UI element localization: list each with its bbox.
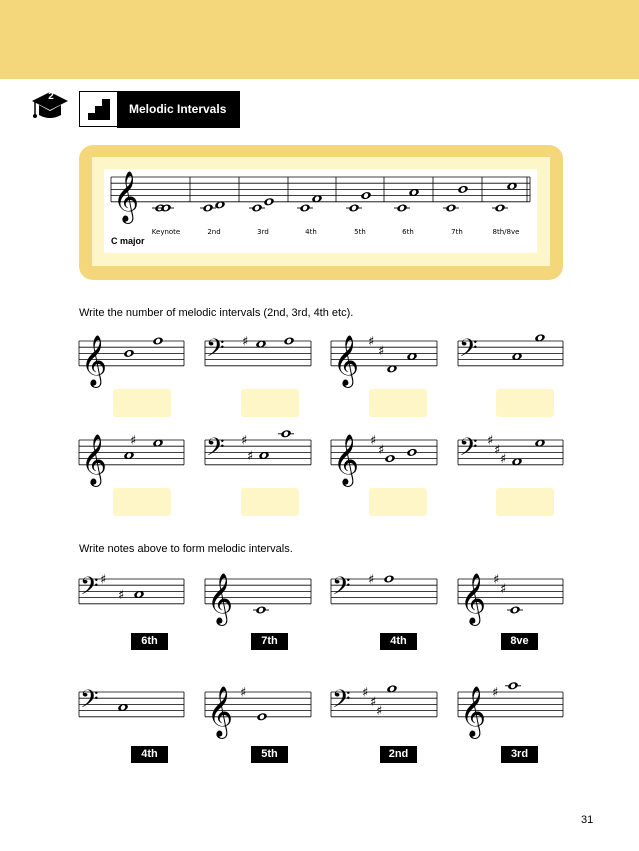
bass-clef-icon: 𝄢 [459, 333, 478, 368]
sharp-icon: ♯ [247, 449, 254, 464]
sharp-icon: ♯ [378, 343, 385, 359]
treble-clef-icon: 𝄞 [460, 685, 487, 737]
interval-label: 6th [402, 228, 414, 236]
whole-note-icon [443, 203, 459, 212]
sharp-icon: ♯ [376, 704, 383, 720]
answer-box-3[interactable] [369, 389, 427, 417]
answer-box-4[interactable] [496, 389, 554, 417]
target-interval-5: 4th [131, 746, 168, 763]
interval-label: 3rd [257, 228, 269, 236]
whole-note-icon [200, 203, 216, 212]
answer-box-2[interactable] [241, 389, 299, 417]
target-interval-4: 8ve [501, 633, 538, 650]
interval-label: Keynote [151, 228, 181, 236]
sharp-icon: ♯ [368, 334, 375, 350]
interval-label: 7th [451, 228, 463, 236]
interval-label: 2nd [207, 228, 221, 236]
answer-box-7[interactable] [369, 488, 427, 516]
whole-note-icon [360, 191, 372, 200]
treble-clef-icon: 𝄞 [81, 334, 108, 386]
treble-clef-icon: 𝄞 [113, 170, 140, 222]
treble-clef-icon: 𝄞 [81, 433, 108, 485]
whole-note-icon [394, 203, 410, 212]
bass-clef-icon: 𝄢 [206, 432, 225, 467]
sharp-icon: ♯ [241, 433, 248, 449]
answer-box-8[interactable] [496, 488, 554, 516]
sharp-icon: ♯ [370, 694, 377, 710]
bass-clef-icon: 𝄢 [80, 571, 99, 606]
bass-clef-icon: 𝄢 [80, 684, 99, 719]
exercise1-instruction: Write the number of melodic intervals (2nd, 3rd, 4th etc). [79, 307, 354, 319]
target-interval-7: 2nd [380, 746, 417, 763]
whole-note-icon [346, 203, 362, 212]
section-title: Melodic Intervals [117, 91, 240, 128]
sharp-icon: ♯ [378, 442, 385, 458]
sharp-icon: ♯ [242, 334, 249, 350]
treble-clef-icon: 𝄞 [333, 334, 360, 386]
whole-note-icon [297, 203, 313, 212]
bass-clef-icon: 𝄢 [459, 432, 478, 467]
sharp-icon: ♯ [130, 433, 137, 449]
target-interval-8: 3rd [501, 746, 538, 763]
sharp-icon: ♯ [500, 452, 507, 468]
target-interval-1: 6th [131, 633, 168, 650]
answer-box-5[interactable] [113, 488, 171, 516]
treble-clef-icon: 𝄞 [207, 685, 234, 737]
answer-box-6[interactable] [241, 488, 299, 516]
target-interval-3: 4th [380, 633, 417, 650]
page-number: 31 [581, 814, 594, 826]
sharp-icon: ♯ [240, 685, 247, 701]
sharp-icon: ♯ [500, 581, 507, 597]
key-label: C major [111, 236, 145, 246]
sharp-icon: ♯ [493, 572, 500, 588]
answer-box-1[interactable] [113, 389, 171, 417]
target-interval-6: 5th [251, 746, 288, 763]
treble-clef-icon: 𝄞 [333, 433, 360, 485]
whole-note-icon [457, 185, 469, 194]
sharp-icon: ♯ [492, 685, 499, 701]
treble-clef-icon: 𝄞 [460, 572, 487, 624]
sharp-icon: ♯ [362, 685, 369, 701]
sharp-icon: ♯ [100, 572, 107, 588]
bass-clef-icon: 𝄢 [332, 571, 351, 606]
whole-note-icon [249, 203, 265, 212]
exercise2-instruction: Write notes above to form melodic intervals. [79, 543, 293, 555]
sharp-icon: ♯ [370, 433, 377, 449]
interval-label: 8th/8ve [492, 228, 520, 236]
whole-note-icon [263, 197, 275, 206]
bass-clef-icon: 𝄢 [206, 333, 225, 368]
interval-label: 4th [305, 228, 317, 236]
interval-label: 5th [354, 228, 366, 236]
sharp-icon: ♯ [368, 572, 375, 588]
sharp-icon: ♯ [494, 442, 501, 458]
section-number: 2 [48, 91, 54, 102]
treble-clef-icon: 𝄞 [207, 572, 234, 624]
whole-note-icon [492, 203, 508, 212]
sharp-icon: ♯ [118, 588, 125, 603]
bass-clef-icon: 𝄢 [332, 684, 351, 719]
sharp-icon: ♯ [487, 433, 494, 449]
target-interval-2: 7th [251, 633, 288, 650]
